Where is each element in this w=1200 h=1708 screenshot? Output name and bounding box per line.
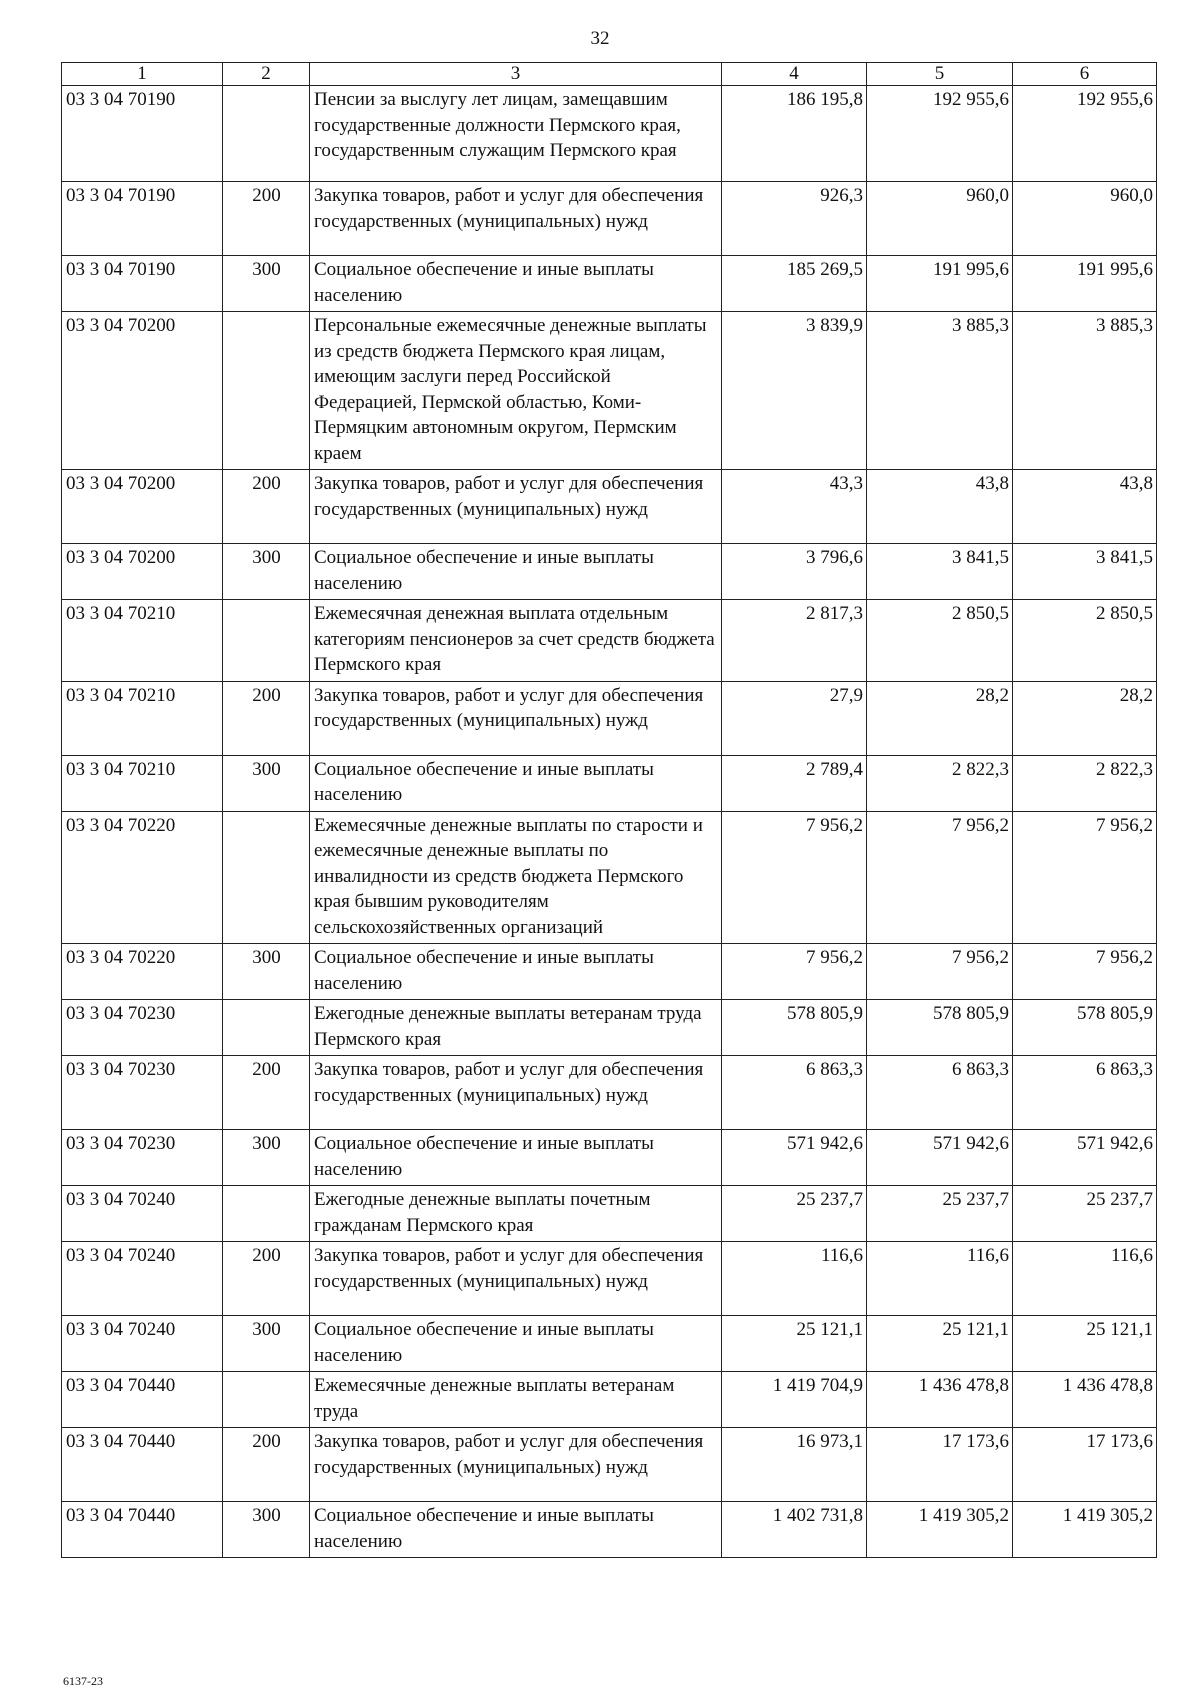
amount-col6-cell: 7 956,2 — [1013, 944, 1157, 1000]
table-row — [62, 1186, 1157, 1242]
table-row — [62, 1056, 1157, 1130]
amount-col5-cell: 571 942,6 — [867, 1130, 1013, 1186]
table-row — [62, 86, 1157, 182]
amount-col5-cell: 3 841,5 — [867, 544, 1013, 600]
budget-code-cell: 03 3 04 70230 — [62, 1130, 223, 1186]
column-header: 4 — [722, 63, 867, 86]
description-cell: Ежемесячные денежные выплаты по старости и ежемесячные денежные выплаты по инвалидности из средств бюджета Пермского края бывшим руководителям сельскохозяйственных организаций — [310, 811, 722, 944]
table-row — [62, 1130, 1157, 1186]
expense-type-cell: 300 — [223, 544, 310, 600]
amount-col4-cell: 25 121,1 — [722, 1316, 867, 1372]
budget-code-cell: 03 3 04 70240 — [62, 1186, 223, 1242]
budget-code-cell: 03 3 04 70240 — [62, 1316, 223, 1372]
amount-col5-cell: 960,0 — [867, 182, 1013, 256]
table-row — [62, 312, 1157, 470]
amount-col4-cell: 3 839,9 — [722, 312, 867, 470]
description-cell: Ежегодные денежные выплаты почетным гражданам Пермского края — [310, 1186, 722, 1242]
budget-code-cell: 03 3 04 70190 — [62, 256, 223, 312]
table-row — [62, 811, 1157, 944]
expense-type-cell: 200 — [223, 681, 310, 755]
description-cell: Персональные ежемесячные денежные выплаты из средств бюджета Пермского края лицам, имеющим заслуги перед Российской Федерацией, Пермской областью, Коми-Пермяцким автономным округом, Пермским краем — [310, 312, 722, 470]
amount-col6-cell: 43,8 — [1013, 470, 1157, 544]
expense-type-cell — [223, 811, 310, 944]
amount-col4-cell: 578 805,9 — [722, 1000, 867, 1056]
page-number: 32 — [590, 28, 610, 49]
amount-col5-cell: 3 885,3 — [867, 312, 1013, 470]
footer-code: 6137-23 — [63, 1674, 103, 1688]
description-cell: Социальное обеспечение и иные выплаты населению — [310, 1316, 722, 1372]
budget-code-cell: 03 3 04 70440 — [62, 1428, 223, 1502]
budget-code-cell: 03 3 04 70440 — [62, 1372, 223, 1428]
budget-table — [61, 62, 1157, 1558]
amount-col6-cell: 6 863,3 — [1013, 1056, 1157, 1130]
description-cell: Ежемесячные денежные выплаты ветеранам труда — [310, 1372, 722, 1428]
expense-type-cell — [223, 86, 310, 182]
description-cell: Социальное обеспечение и иные выплаты населению — [310, 1130, 722, 1186]
budget-code-cell: 03 3 04 70220 — [62, 944, 223, 1000]
amount-col5-cell: 1 419 305,2 — [867, 1502, 1013, 1558]
amount-col4-cell: 185 269,5 — [722, 256, 867, 312]
header-row — [62, 63, 1157, 86]
amount-col5-cell: 25 237,7 — [867, 1186, 1013, 1242]
budget-code-cell: 03 3 04 70200 — [62, 312, 223, 470]
budget-code-cell: 03 3 04 70190 — [62, 86, 223, 182]
amount-col6-cell: 571 942,6 — [1013, 1130, 1157, 1186]
expense-type-cell: 300 — [223, 944, 310, 1000]
budget-code-cell: 03 3 04 70200 — [62, 544, 223, 600]
expense-type-cell — [223, 1000, 310, 1056]
description-cell: Пенсии за выслугу лет лицам, замещавшим государственные должности Пермского края, государственным служащим Пермского края — [310, 86, 722, 182]
expense-type-cell: 300 — [223, 755, 310, 811]
amount-col6-cell: 28,2 — [1013, 681, 1157, 755]
amount-col4-cell: 2 817,3 — [722, 600, 867, 682]
expense-type-cell — [223, 1372, 310, 1428]
description-cell: Социальное обеспечение и иные выплаты населению — [310, 544, 722, 600]
amount-col6-cell: 578 805,9 — [1013, 1000, 1157, 1056]
expense-type-cell: 200 — [223, 1428, 310, 1502]
budget-code-cell: 03 3 04 70440 — [62, 1502, 223, 1558]
column-header: 1 — [62, 63, 223, 86]
expense-type-cell: 200 — [223, 182, 310, 256]
amount-col4-cell: 2 789,4 — [722, 755, 867, 811]
expense-type-cell: 200 — [223, 1056, 310, 1130]
budget-code-cell: 03 3 04 70200 — [62, 470, 223, 544]
amount-col4-cell: 7 956,2 — [722, 811, 867, 944]
amount-col4-cell: 926,3 — [722, 182, 867, 256]
expense-type-cell: 300 — [223, 256, 310, 312]
expense-type-cell — [223, 600, 310, 682]
amount-col6-cell: 3 885,3 — [1013, 312, 1157, 470]
amount-col5-cell: 578 805,9 — [867, 1000, 1013, 1056]
budget-code-cell: 03 3 04 70190 — [62, 182, 223, 256]
table-row — [62, 544, 1157, 600]
amount-col5-cell: 7 956,2 — [867, 944, 1013, 1000]
amount-col4-cell: 116,6 — [722, 1242, 867, 1316]
description-cell: Социальное обеспечение и иные выплаты населению — [310, 755, 722, 811]
amount-col5-cell: 192 955,6 — [867, 86, 1013, 182]
amount-col4-cell: 43,3 — [722, 470, 867, 544]
amount-col6-cell: 25 237,7 — [1013, 1186, 1157, 1242]
expense-type-cell: 200 — [223, 470, 310, 544]
description-cell: Социальное обеспечение и иные выплаты населению — [310, 1502, 722, 1558]
expense-type-cell — [223, 1186, 310, 1242]
amount-col5-cell: 116,6 — [867, 1242, 1013, 1316]
budget-code-cell: 03 3 04 70210 — [62, 600, 223, 682]
amount-col4-cell: 571 942,6 — [722, 1130, 867, 1186]
amount-col5-cell: 2 822,3 — [867, 755, 1013, 811]
column-header: 6 — [1013, 63, 1157, 86]
table-row — [62, 1316, 1157, 1372]
budget-code-cell: 03 3 04 70210 — [62, 755, 223, 811]
amount-col6-cell: 7 956,2 — [1013, 811, 1157, 944]
amount-col5-cell: 191 995,6 — [867, 256, 1013, 312]
amount-col5-cell: 7 956,2 — [867, 811, 1013, 944]
amount-col5-cell: 6 863,3 — [867, 1056, 1013, 1130]
table-row — [62, 470, 1157, 544]
expense-type-cell: 300 — [223, 1316, 310, 1372]
expense-type-cell: 300 — [223, 1130, 310, 1186]
table-body — [62, 86, 1157, 1558]
expense-type-cell — [223, 312, 310, 470]
table-row — [62, 1502, 1157, 1558]
budget-code-cell: 03 3 04 70210 — [62, 681, 223, 755]
table-row — [62, 755, 1157, 811]
description-cell: Ежемесячная денежная выплата отдельным категориям пенсионеров за счет средств бюджета Пермского края — [310, 600, 722, 682]
budget-code-cell: 03 3 04 70230 — [62, 1056, 223, 1130]
amount-col5-cell: 17 173,6 — [867, 1428, 1013, 1502]
table-row — [62, 1242, 1157, 1316]
description-cell: Ежегодные денежные выплаты ветеранам труда Пермского края — [310, 1000, 722, 1056]
amount-col4-cell: 7 956,2 — [722, 944, 867, 1000]
amount-col5-cell: 25 121,1 — [867, 1316, 1013, 1372]
description-cell: Закупка товаров, работ и услуг для обеспечения государственных (муниципальных) нужд — [310, 1428, 722, 1502]
table-row — [62, 944, 1157, 1000]
amount-col6-cell: 192 955,6 — [1013, 86, 1157, 182]
amount-col4-cell: 25 237,7 — [722, 1186, 867, 1242]
column-header: 3 — [310, 63, 722, 86]
description-cell: Социальное обеспечение и иные выплаты населению — [310, 944, 722, 1000]
amount-col4-cell: 1 419 704,9 — [722, 1372, 867, 1428]
amount-col6-cell: 17 173,6 — [1013, 1428, 1157, 1502]
description-cell: Закупка товаров, работ и услуг для обеспечения государственных (муниципальных) нужд — [310, 1242, 722, 1316]
amount-col4-cell: 16 973,1 — [722, 1428, 867, 1502]
column-header: 5 — [867, 63, 1013, 86]
table-row — [62, 600, 1157, 682]
table-row — [62, 1372, 1157, 1428]
table-row — [62, 256, 1157, 312]
description-cell: Закупка товаров, работ и услуг для обеспечения государственных (муниципальных) нужд — [310, 1056, 722, 1130]
amount-col6-cell: 3 841,5 — [1013, 544, 1157, 600]
column-header: 2 — [223, 63, 310, 86]
budget-code-cell: 03 3 04 70220 — [62, 811, 223, 944]
amount-col5-cell: 1 436 478,8 — [867, 1372, 1013, 1428]
amount-col6-cell: 25 121,1 — [1013, 1316, 1157, 1372]
amount-col6-cell: 1 419 305,2 — [1013, 1502, 1157, 1558]
description-cell: Социальное обеспечение и иные выплаты населению — [310, 256, 722, 312]
expense-type-cell: 300 — [223, 1502, 310, 1558]
amount-col4-cell: 27,9 — [722, 681, 867, 755]
table-row — [62, 182, 1157, 256]
description-cell: Закупка товаров, работ и услуг для обеспечения государственных (муниципальных) нужд — [310, 470, 722, 544]
table-row — [62, 1428, 1157, 1502]
amount-col6-cell: 191 995,6 — [1013, 256, 1157, 312]
amount-col6-cell: 116,6 — [1013, 1242, 1157, 1316]
table-row — [62, 681, 1157, 755]
amount-col4-cell: 1 402 731,8 — [722, 1502, 867, 1558]
amount-col5-cell: 2 850,5 — [867, 600, 1013, 682]
amount-col5-cell: 28,2 — [867, 681, 1013, 755]
expense-type-cell: 200 — [223, 1242, 310, 1316]
budget-code-cell: 03 3 04 70230 — [62, 1000, 223, 1056]
amount-col6-cell: 960,0 — [1013, 182, 1157, 256]
amount-col6-cell: 2 822,3 — [1013, 755, 1157, 811]
budget-code-cell: 03 3 04 70240 — [62, 1242, 223, 1316]
amount-col4-cell: 3 796,6 — [722, 544, 867, 600]
description-cell: Закупка товаров, работ и услуг для обеспечения государственных (муниципальных) нужд — [310, 681, 722, 755]
amount-col4-cell: 6 863,3 — [722, 1056, 867, 1130]
amount-col5-cell: 43,8 — [867, 470, 1013, 544]
description-cell: Закупка товаров, работ и услуг для обеспечения государственных (муниципальных) нужд — [310, 182, 722, 256]
amount-col4-cell: 186 195,8 — [722, 86, 867, 182]
amount-col6-cell: 2 850,5 — [1013, 600, 1157, 682]
amount-col6-cell: 1 436 478,8 — [1013, 1372, 1157, 1428]
table-row — [62, 1000, 1157, 1056]
